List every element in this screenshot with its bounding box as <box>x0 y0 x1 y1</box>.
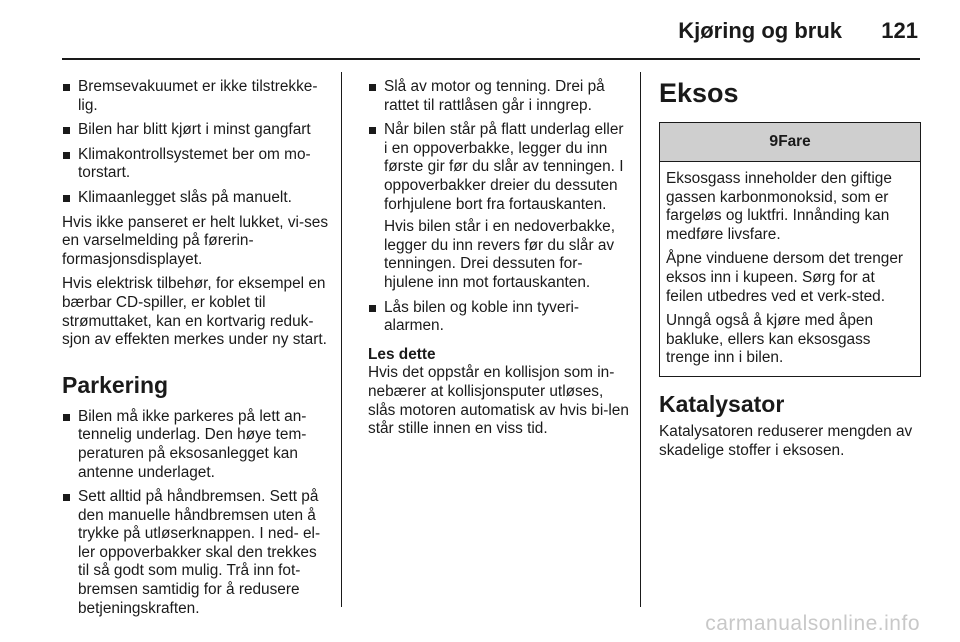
page-number: 121 <box>881 18 918 43</box>
paragraph: Eksosgass inneholder den giftige gassen karbonmonoksid, som er fargeløs og luktfri. Innånding kan medføre livsfare. <box>666 170 892 243</box>
list-item: Når bilen står på flatt underlag eller i en oppoverbakke, legger du inn første gir før du slår av tenningen. I oppoverbakker dreier du dessuten forhjulene bort fra fortauskanten. <box>368 121 630 214</box>
section-heading-parkering: Parkering <box>62 371 169 398</box>
paragraph: Hvis ikke panseret er helt lukket, vi-ses en varselmelding på førerin-formasjonsdisplayet. <box>62 213 329 268</box>
column-divider <box>640 72 641 607</box>
warning-header <box>660 123 920 162</box>
page-header <box>0 0 960 58</box>
warning-box <box>659 122 921 377</box>
paragraph: Åpne vinduene dersom det trenger eksos inn i kupeen. Sørg for at feilen utbedres ved et verk-sted. <box>666 250 903 305</box>
column-left <box>62 78 330 624</box>
warning-triangle-icon: 9 <box>769 133 779 150</box>
column-divider <box>341 72 342 607</box>
list-item: Bremsevakuumet er ikke tilstrekke-lig. <box>62 78 330 115</box>
paragraph: Hvis bilen står i en nedoverbakke, legger du inn revers før du slår av tenningen. Drei dessuten for-hjulene inn mot fortauskanten. <box>384 218 615 291</box>
column-right <box>659 78 921 466</box>
paragraph: Hvis elektrisk tilbehør, for eksempel en bærbar CD-spiller, er koblet til strømuttaket, kan en kortvarig reduk-sjon av effekten merkes under ny start. <box>62 275 327 349</box>
page-title: Kjøring og bruk <box>678 18 842 43</box>
watermark: carmanualsonline.info <box>705 612 920 635</box>
note-text: Hvis det oppstår en kollisjon som in-nebærer at kollisjonsputer utløses, slås motoren automatisk av hvis bi-len står stille innen en viss tid. <box>368 364 629 438</box>
list-item: Klimakontrollsystemet ber om mo-torstart. <box>62 146 330 183</box>
column-middle <box>368 78 630 445</box>
list-item: Lås bilen og koble inn tyveri-alarmen. <box>368 299 630 336</box>
list-item: Bilen har blitt kjørt i minst gangfart <box>62 121 330 140</box>
section-heading-eksos: Eksos <box>659 78 739 108</box>
header-rule <box>62 58 920 60</box>
list-item: Sett alltid på håndbremsen. Sett på den manuelle håndbremsen uten å trykke på utløserknappen. I ned- el-ler oppoverbakker skal den trekkes til så godt som mulig. Trå inn fot-bremsen samtidig for å redusere betjeningskraften. <box>62 488 330 618</box>
list-item: Slå av motor og tenning. Drei på rattet til rattlåsen går i inngrep. <box>368 78 630 115</box>
note-title: Les dette <box>368 345 436 363</box>
list-item: Bilen må ikke parkeres på lett an-tennelig underlag. Den høye tem-peraturen på eksosanlegget kan antenne underlaget. <box>62 408 330 482</box>
list-item: Klimaanlegget slås på manuelt. <box>62 189 330 208</box>
section-heading-katalysator: Katalysator <box>659 390 785 417</box>
paragraph: Katalysatoren reduserer mengden av skadelige stoffer i eksosen. <box>659 422 913 459</box>
warning-label: Fare <box>778 133 811 150</box>
paragraph: Unngå også å kjøre med åpen bakluke, ellers kan eksosgass trenge inn i bilen. <box>666 312 874 367</box>
warning-body <box>660 162 920 376</box>
